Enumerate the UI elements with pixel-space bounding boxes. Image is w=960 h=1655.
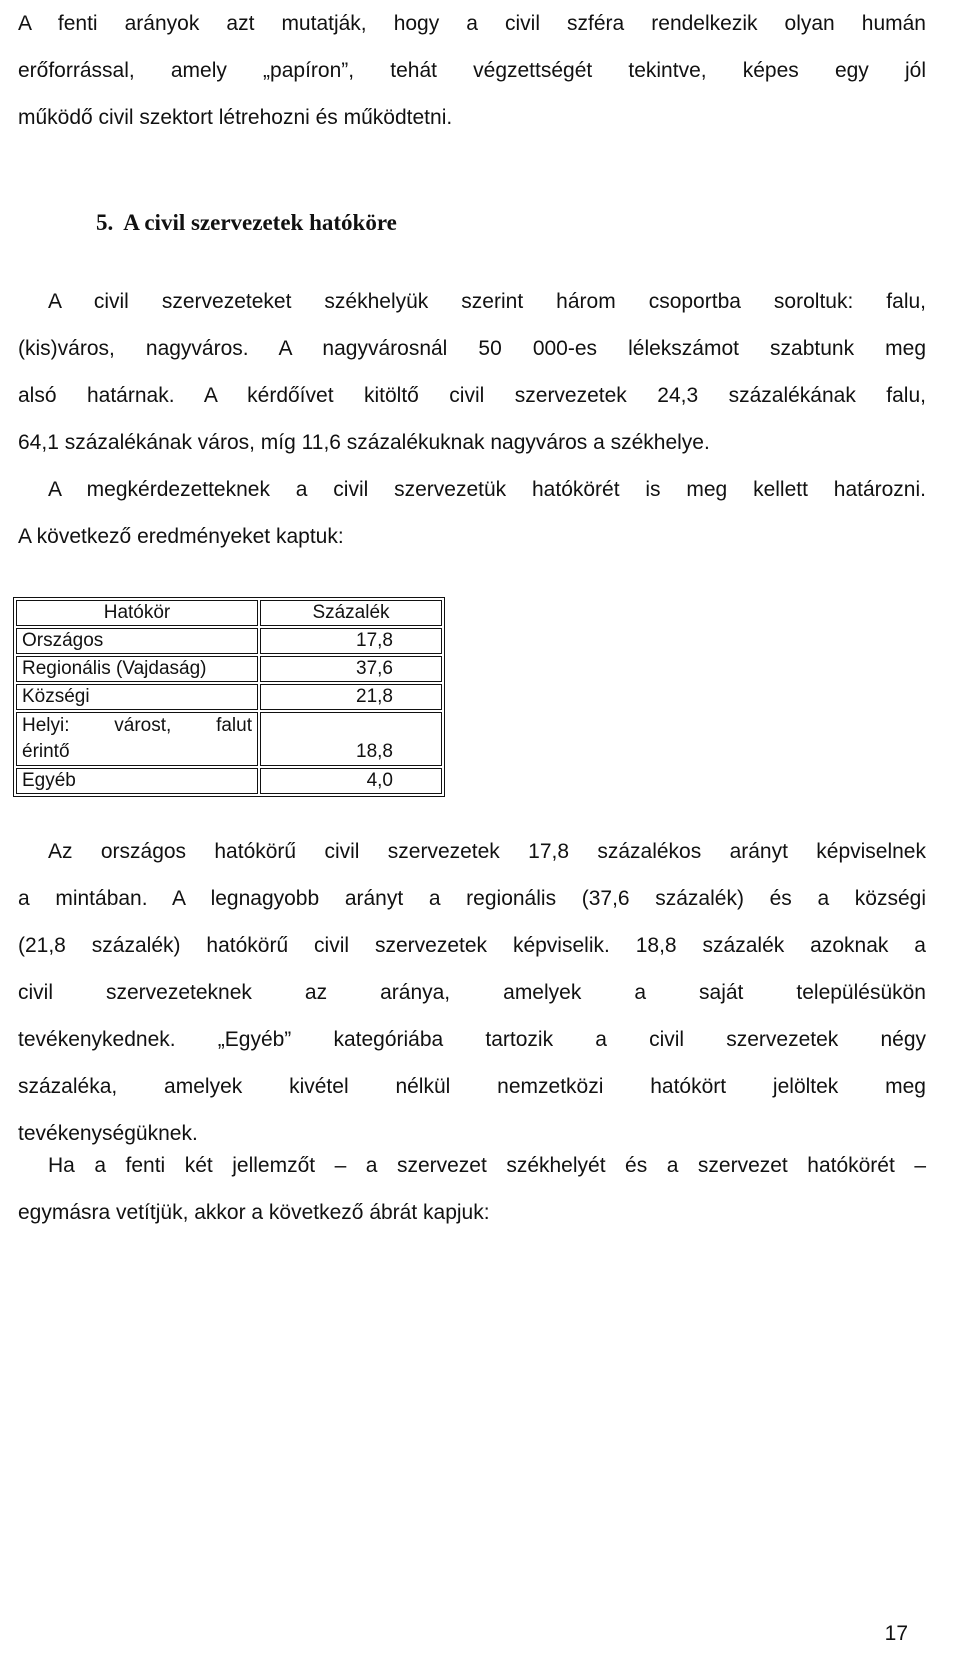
paragraph-line: a mintában. A legnagyobb arányt a regionális (37,6 százalék) és a községi: [18, 887, 926, 910]
section-title: A civil szervezetek hatóköre: [123, 210, 397, 235]
table-header-row: [16, 600, 442, 626]
table-cell-scope: Egyéb: [16, 768, 258, 794]
intro-line: A fenti arányok azt mutatják, hogy a civil szféra rendelkezik olyan humán: [18, 12, 926, 35]
settlement-paragraph: [18, 278, 926, 560]
scope-table: [13, 597, 445, 797]
paragraph-line: Ha a fenti két jellemzőt – a szervezet székhelyét és a szervezet hatókörét –: [48, 1154, 926, 1177]
intro-paragraph: [18, 0, 926, 141]
paragraph-line: egymásra vetítjük, akkor a következő ábrát kapjuk:: [18, 1201, 490, 1224]
table-header-percent: Százalék: [260, 600, 442, 626]
paragraph-line: A civil szervezeteket székhelyük szerint három csoportba soroltuk: falu,: [48, 290, 926, 313]
table-row: [16, 712, 442, 766]
table-cell-scope: Országos: [16, 628, 258, 654]
table-row: [16, 656, 442, 682]
paragraph-line: tevékenységüknek.: [18, 1122, 198, 1145]
paragraph-line: (21,8 százalék) hatókörű civil szervezetek képviselik. 18,8 százalék azoknak a: [18, 934, 926, 957]
paragraph-line: alsó határnak. A kérdőívet kitöltő civil szervezetek 24,3 százalékának falu,: [18, 384, 926, 407]
paragraph-line: A következő eredményeket kaptuk:: [18, 525, 344, 548]
table-cell-percent: 4,0: [260, 768, 442, 794]
section-number: 5.: [96, 210, 114, 235]
section-heading: [96, 208, 397, 238]
intro-line: működő civil szektort létrehozni és működtetni.: [18, 106, 453, 129]
table-cell-scope: Regionális (Vajdaság): [16, 656, 258, 682]
paragraph-line: százaléka, amelyek kivétel nélkül nemzetközi hatókört jelöltek meg: [18, 1075, 926, 1098]
table-cell-percent: 18,8: [260, 712, 442, 766]
projection-paragraph: [18, 1142, 926, 1236]
scope-paragraph: [18, 828, 926, 1157]
paragraph-line: A megkérdezetteknek a civil szervezetük hatókörét is meg kellett határozni.: [48, 478, 926, 501]
intro-line: erőforrással, amely „papíron”, tehát végzettségét tekintve, képes egy jól: [18, 59, 926, 82]
table-cell-scope-line1: Helyi: várost, falut: [22, 715, 252, 736]
paragraph-line: Az országos hatókörű civil szervezetek 17,8 százalékos arányt képviselnek: [48, 840, 926, 863]
paragraph-line: tevékenykednek. „Egyéb” kategóriába tartozik a civil szervezetek négy: [18, 1028, 926, 1051]
table-cell-scope: Községi: [16, 684, 258, 710]
table-row: [16, 684, 442, 710]
table-cell-percent: 21,8: [260, 684, 442, 710]
table-cell-scope-line2: érintő: [22, 741, 70, 762]
table-cell-scope: [16, 712, 258, 766]
paragraph-line: civil szervezeteknek az aránya, amelyek a saját településükön: [18, 981, 926, 1004]
table-header-scope: Hatókör: [16, 600, 258, 626]
paragraph-line: (kis)város, nagyváros. A nagyvárosnál 50 000-es lélekszámot szabtunk meg: [18, 337, 926, 360]
table-row: [16, 628, 442, 654]
table-cell-percent: 17,8: [260, 628, 442, 654]
table-row: [16, 768, 442, 794]
page-number: 17: [884, 1622, 908, 1645]
paragraph-line: 64,1 százalékának város, míg 11,6 százalékuknak nagyváros a székhelye.: [18, 431, 710, 454]
table-cell-percent: 37,6: [260, 656, 442, 682]
